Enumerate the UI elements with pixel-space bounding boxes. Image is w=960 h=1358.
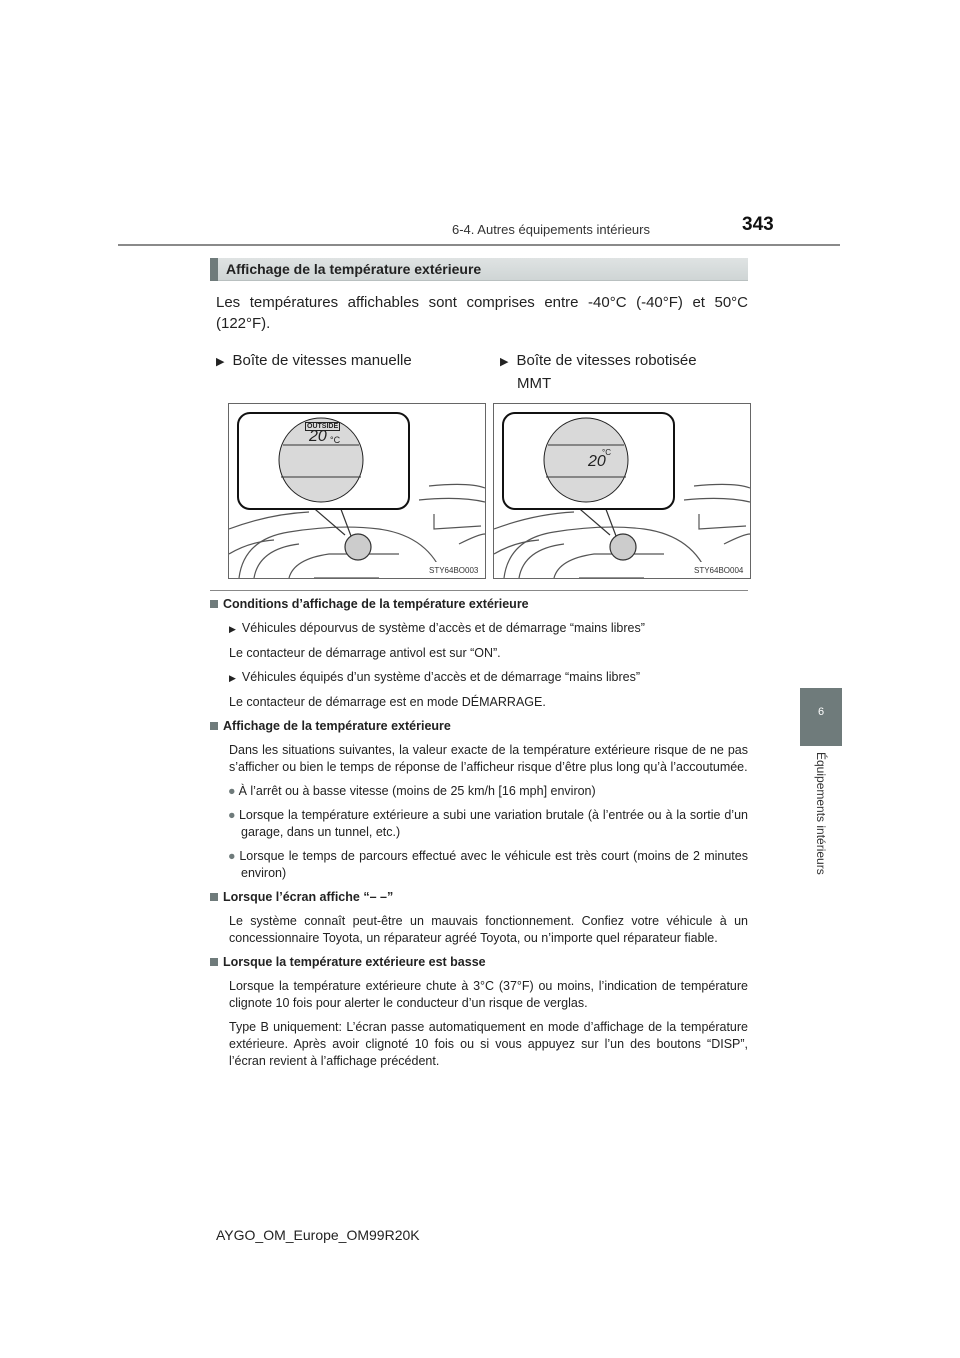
subsection-heading <box>210 596 748 613</box>
subsection-heading <box>210 718 748 735</box>
square-bullet-icon <box>210 722 218 730</box>
variant-label-text: Boîte de vitesses robotisée MMT <box>516 352 697 392</box>
variant-label-mmt <box>500 350 717 395</box>
display-temperature-value: 20 <box>309 428 327 445</box>
list-item-text: Lorsque la température extérieure a subi une variation brutale (à l’entrée ou à la sortie d’un garage, dans un tunnel, etc.) <box>238 808 748 839</box>
section-title: Affichage de la température extérieure <box>226 261 482 277</box>
triangle-icon: ▶ <box>229 673 236 683</box>
subsection-heading <box>210 889 748 906</box>
paragraph: Type B uniquement: L’écran passe automatiquement en mode d’affichage de la température extérieure. Après avoir clignoté 10 fois ou si vous appuyez sur l’un des boutons “DISP”, l’écran revient à l’affichage précédent. <box>229 1020 748 1068</box>
square-bullet-icon <box>210 893 218 901</box>
list-item <box>210 807 748 841</box>
display-temperature-unit: °C <box>330 435 341 445</box>
paragraph: Le contacteur de démarrage antivol est sur “ON”. <box>229 646 501 660</box>
dashboard-illustration <box>229 404 485 578</box>
list-item-text: À l’arrêt ou à basse vitesse (moins de 25 km/h [16 mph] environ) <box>238 784 596 798</box>
condition-item <box>210 669 748 687</box>
condition-item-text: Véhicules équipés d’un système d’accès et de démarrage “mains libres” <box>241 670 641 684</box>
circle-bullet-icon: ● <box>228 849 237 863</box>
paragraph: Le système connaît peut-être un mauvais fonctionnement. Confiez votre véhicule à un concessionnaire Toyota, un réparateur agréé Toyota, ou n’importe quel réparateur fiable. <box>229 914 748 945</box>
body-content <box>210 596 748 1077</box>
figure-code: STY64BO003 <box>429 566 479 575</box>
subsection-heading-text: Conditions d’affichage de la température extérieure <box>223 597 529 611</box>
triangle-icon: ▶ <box>216 356 225 368</box>
display-temperature-value: 20 <box>588 453 606 470</box>
section-title-marker <box>210 258 218 281</box>
chapter-tab-label <box>800 752 842 912</box>
condition-item <box>210 620 748 638</box>
footer-document-code: AYGO_OM_Europe_OM99R20K <box>216 1227 420 1243</box>
triangle-icon: ▶ <box>500 356 509 368</box>
square-bullet-icon <box>210 600 218 608</box>
subsection-heading <box>210 954 748 971</box>
header-divider <box>118 244 840 246</box>
paragraph: Dans les situations suivantes, la valeur exacte de la température extérieure risque de ne pas s’afficher ou bien le temps de réponse de l’afficheur risque d’être plus long qu’à l’accoutumée. <box>229 743 748 774</box>
subsection-heading-text: Lorsque la température extérieure est basse <box>223 955 486 969</box>
display-outside-label: OUTSIDE <box>307 423 339 430</box>
chapter-tab-label-text: Équipements intérieurs <box>814 752 828 875</box>
triangle-icon: ▶ <box>229 624 236 634</box>
dashboard-illustration <box>494 404 750 578</box>
subsection-heading-text: Affichage de la température extérieure <box>223 719 451 733</box>
variant-label-text: Boîte de vitesses manuelle <box>232 352 412 369</box>
figure-code: STY64BO004 <box>694 566 744 575</box>
section-title-band <box>210 258 748 281</box>
intro-paragraph: Les températures affichables sont comprises entre -40°C (-40°F) et 50°C (122°F). <box>216 294 748 332</box>
circle-bullet-icon: ● <box>228 784 236 798</box>
header-section-title: 6-4. Autres équipements intérieurs <box>452 222 650 237</box>
figure-manual <box>228 403 486 579</box>
list-item-text: Lorsque le temps de parcours effectué avec le véhicule est très court (moins de 2 minutes environ) <box>239 849 748 880</box>
list-item <box>210 848 748 882</box>
figure-mmt <box>493 403 751 579</box>
subsection-heading-text: Lorsque l’écran affiche “– –” <box>223 890 394 904</box>
circle-bullet-icon: ● <box>228 808 236 822</box>
display-temperature-unit: °C <box>602 448 611 457</box>
square-bullet-icon <box>210 958 218 966</box>
variant-label-manual <box>216 350 412 373</box>
page-number: 343 <box>742 214 774 235</box>
condition-item-text: Véhicules dépourvus de système d’accès et de démarrage “mains libres” <box>241 621 645 635</box>
chapter-tab-number: 6 <box>817 706 825 718</box>
paragraph: Lorsque la température extérieure chute à 3°C (37°F) ou moins, l’indication de température clignote 10 fois pour alerter le conducteur d’un risque de verglas. <box>229 979 748 1010</box>
list-item <box>210 783 748 800</box>
figure-divider <box>210 590 748 591</box>
paragraph: Le contacteur de démarrage est en mode DÉMARRAGE. <box>229 695 546 709</box>
